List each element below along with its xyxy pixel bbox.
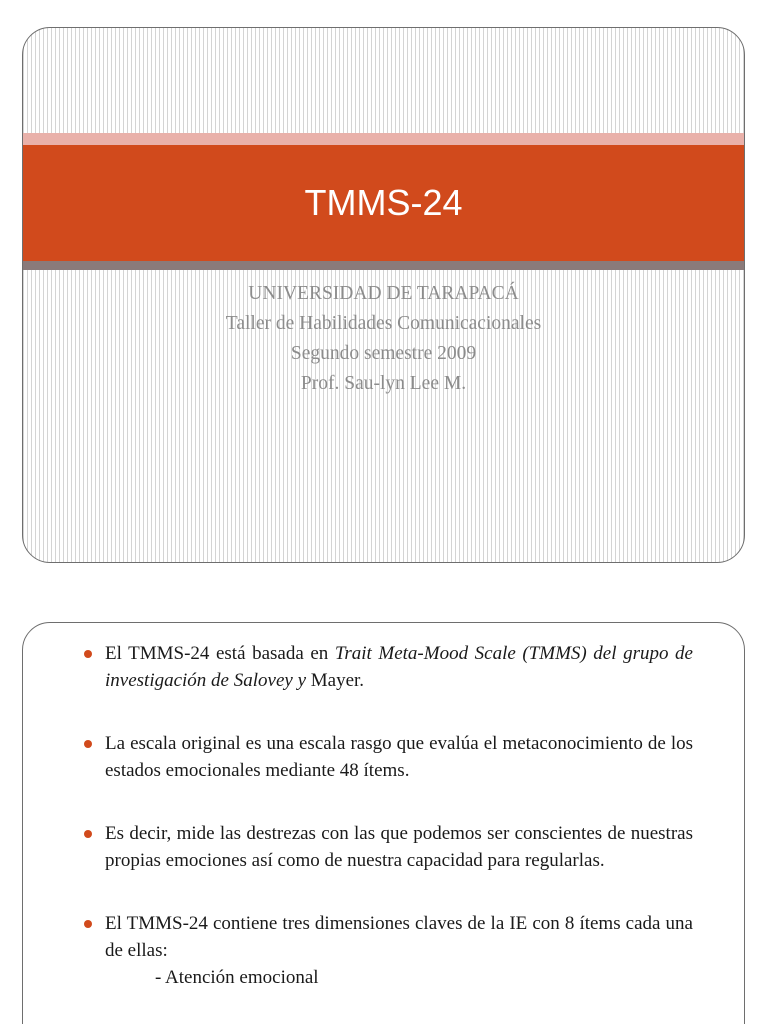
- bullet-dot-icon: [84, 650, 92, 658]
- bullet-text: Es decir, mide las destrezas con las que podemos ser conscientes de nuestras propias emociones así como de nuestra capacidad para regularlas.: [105, 823, 693, 871]
- content-slide: [22, 622, 745, 1024]
- bullet-dot-icon: [84, 920, 92, 928]
- bullet-dot-icon: [84, 830, 92, 838]
- bullet-item: [83, 820, 693, 874]
- bullet-text: El TMMS-24 está basada en: [105, 643, 335, 664]
- accent-band-top: [23, 133, 744, 145]
- slide-subtitle: [23, 279, 744, 399]
- subtitle-course: Taller de Habilidades Comunicacionales: [225, 313, 542, 334]
- bullet-text: El TMMS-24 contiene tres dimensiones claves de la IE con 8 ítems cada una de ellas:: [105, 913, 693, 961]
- bullet-item: [83, 910, 693, 991]
- sub-item-atencion: - Atención emocional: [155, 967, 319, 988]
- bullet-dot-icon: [84, 740, 92, 748]
- bullet-text: Mayer.: [306, 670, 365, 691]
- bullet-text-italic: Trait Meta-Mood Scale (TMMS) del grupo de investigación de Salovey y: [105, 643, 693, 691]
- bullet-text: La escala original es una escala rasgo que evalúa el metaconocimiento de los estados emocionales mediante 48 ítems.: [105, 733, 693, 781]
- bullet-item: [83, 730, 693, 784]
- subtitle-semester: Segundo semestre 2009: [290, 343, 477, 364]
- bullet-list: [83, 640, 693, 991]
- subtitle-professor: Prof. Sau-lyn Lee M.: [300, 373, 467, 394]
- subtitle-university: UNIVERSIDAD DE TARAPACÁ: [248, 283, 519, 304]
- title-slide: [22, 27, 745, 563]
- accent-band-bottom: [23, 261, 744, 270]
- bullet-item: [83, 640, 693, 694]
- slide-title: TMMS-24: [304, 182, 463, 223]
